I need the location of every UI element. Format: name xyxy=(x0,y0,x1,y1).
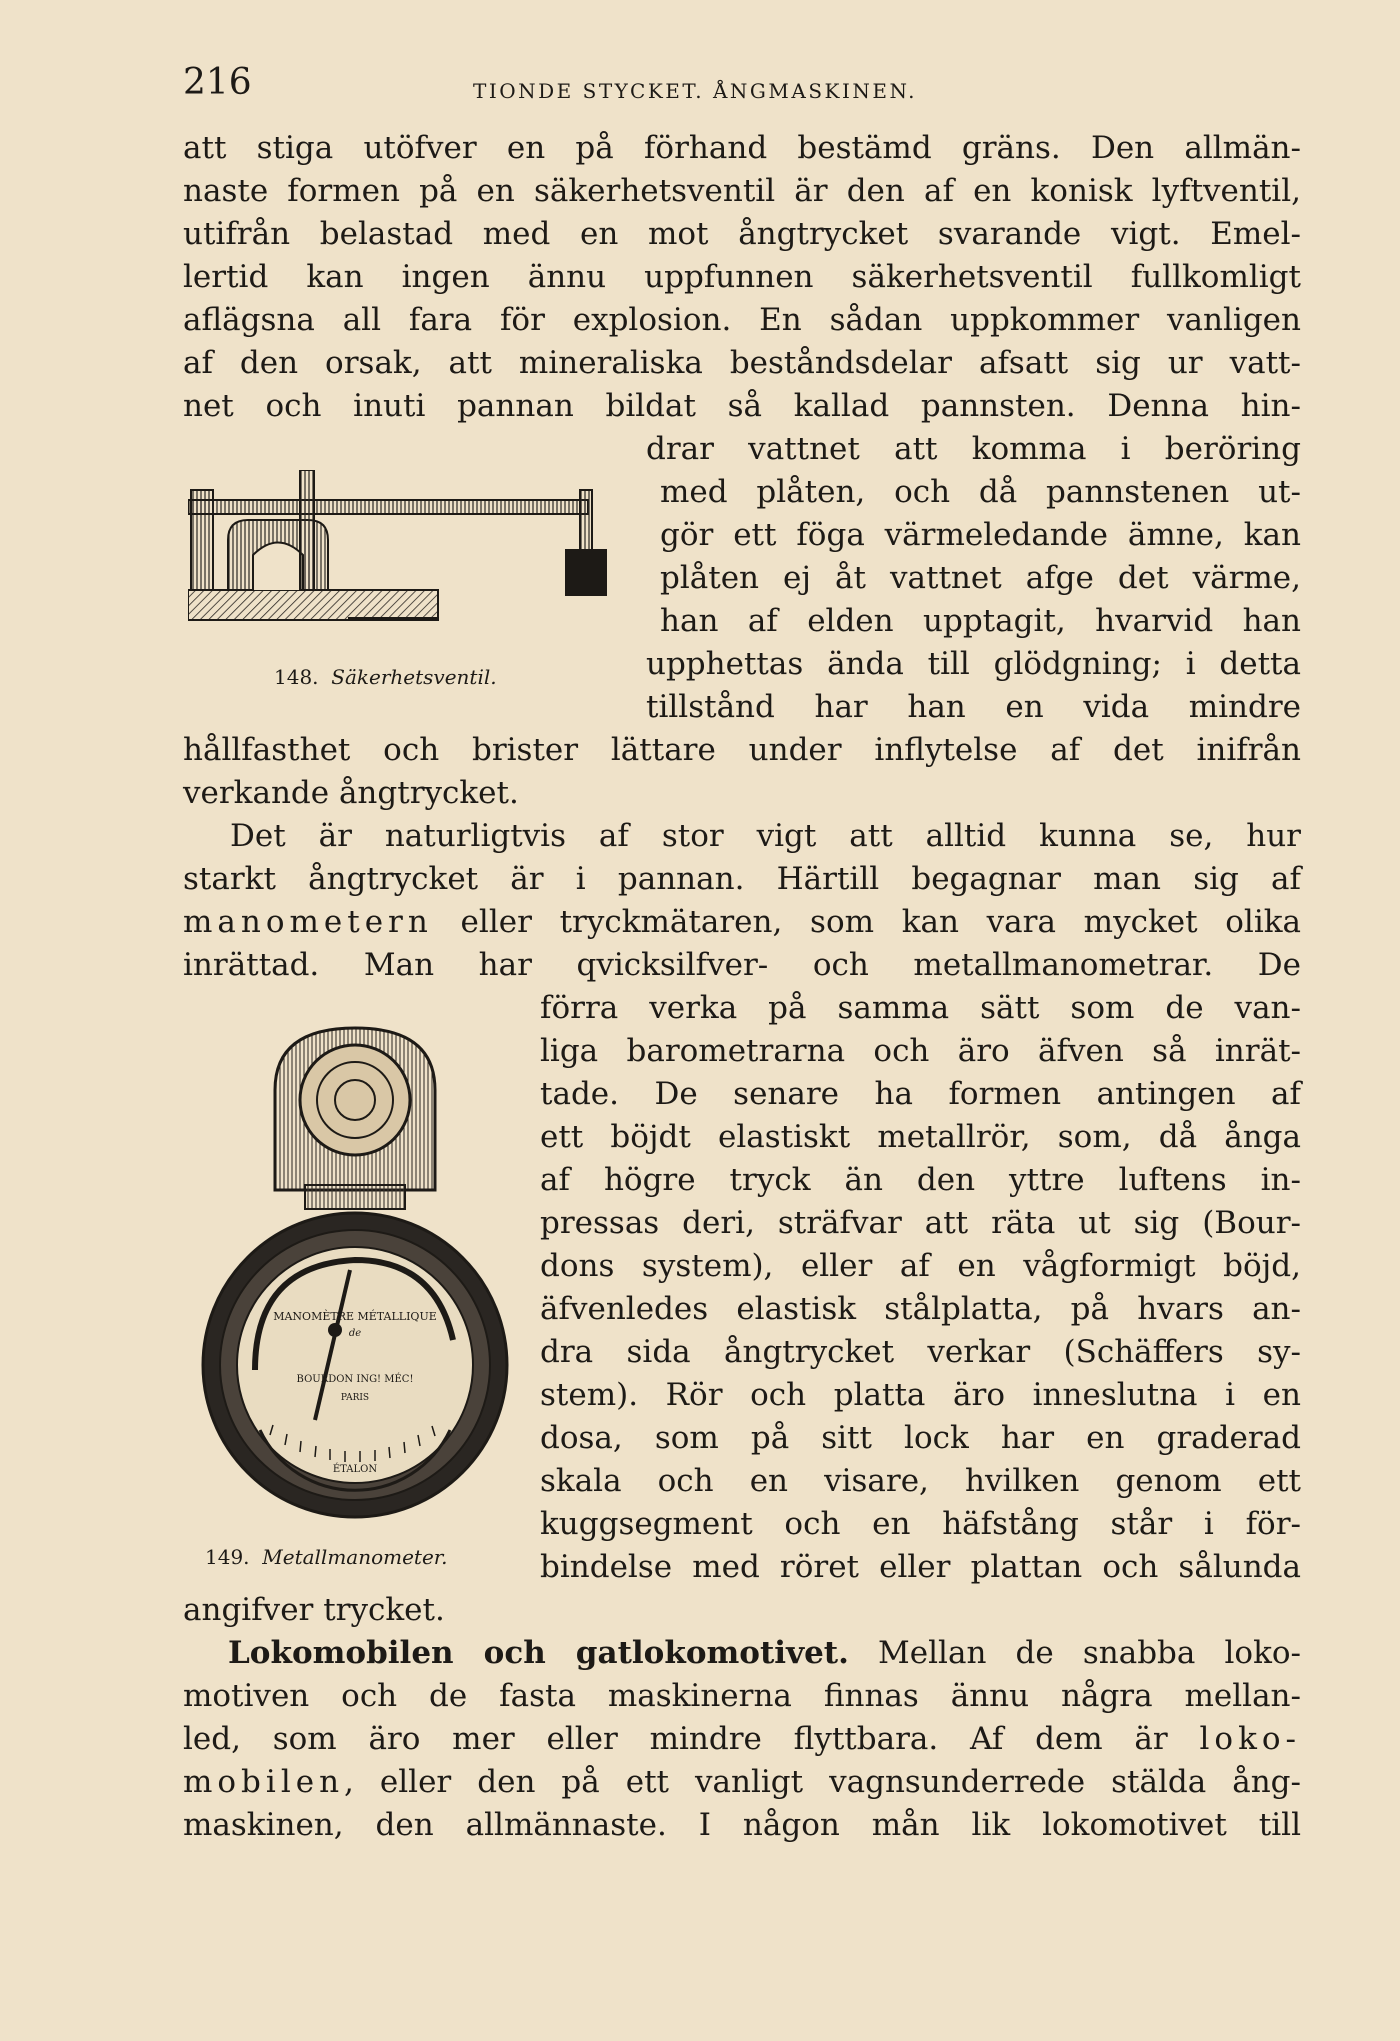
text-line: ett böjdt elastiskt metallrör, som, då ånga xyxy=(540,1119,1301,1155)
safety-valve-illustration xyxy=(188,470,638,645)
running-head: TIONDE STYCKET. ÅNGMASKINEN. xyxy=(473,79,918,103)
page-number: 216 xyxy=(183,62,252,103)
spaced-term: mobilen xyxy=(183,1764,345,1800)
text-line: skala och en visare, hvilken genom ett xyxy=(540,1463,1301,1499)
text-line: liga barometrarna och äro äfven så inrät- xyxy=(540,1033,1301,1069)
text-line: net och inuti pannan bildat så kallad pannsten. Denna hin- xyxy=(183,388,1301,424)
text-line: med plåten, och då pannstenen ut- xyxy=(660,474,1301,510)
section-heading: Lokomobilen och gatlokomotivet. xyxy=(228,1635,849,1671)
spaced-term: loko- xyxy=(1199,1721,1301,1757)
dial-etalon: ÉTALON xyxy=(332,1464,378,1475)
text-line: upphettas ända till glödgning; i detta xyxy=(646,646,1301,682)
text-line: kuggsegment och en häfstång står i för- xyxy=(540,1506,1301,1542)
text-line: tillstånd har han en vida mindre xyxy=(646,689,1301,725)
text-line: stem). Rör och platta äro inneslutna i en xyxy=(540,1377,1301,1413)
text-line: att stiga utöfver en på förhand bestämd gräns. Den allmän- xyxy=(183,130,1301,166)
text-line: inrättad. Man har qvicksilfver- och metallmanometrar. De xyxy=(183,947,1301,983)
text-line: han af elden upptagit, hvarvid han xyxy=(660,603,1301,639)
text-line: pressas deri, sträfvar att räta ut sig (Bour- xyxy=(540,1205,1301,1241)
text-line: förra verka på samma sätt som de van- xyxy=(540,990,1301,1026)
dial-text-de: de xyxy=(348,1328,362,1339)
text-line: aflägsna all fara för explosion. En sådan uppkommer vanligen xyxy=(183,302,1301,338)
text-line: verkande ångtrycket. xyxy=(183,775,519,811)
text-line: Det är naturligtvis af stor vigt att alltid kunna se, hur xyxy=(230,818,1301,854)
text-line: dra sida ångtrycket verkar (Schäffers sy- xyxy=(540,1334,1301,1370)
text-line: starkt ångtrycket är i pannan. Härtill begagnar man sig af xyxy=(183,861,1301,897)
dial-maker-text: MANOMÈTRE MÉTALLIQUE xyxy=(273,1310,437,1323)
text-line: af högre tryck än den yttre luftens in- xyxy=(540,1162,1301,1198)
text-line: äfvenledes elastisk stålplatta, på hvars an- xyxy=(540,1291,1301,1327)
text-line: manometern eller tryckmätaren, som kan vara mycket olika xyxy=(183,904,1301,940)
text-line: utifrån belastad med en mot ångtrycket svarande vigt. Emel- xyxy=(183,216,1301,252)
text-line: plåten ej åt vattnet afge det värme, xyxy=(660,560,1301,596)
text-line: naste formen på en säkerhetsventil är den af en konisk lyftventil, xyxy=(183,173,1301,209)
dial-maker-name: BOURDON ING! MÉC! xyxy=(296,1374,414,1385)
text-line: Lokomobilen och gatlokomotivet. Mellan de snabba loko- xyxy=(228,1635,1301,1671)
figure-149-caption: 149. Metallmanometer. xyxy=(205,1545,448,1569)
text-line: tade. De senare ha formen antingen af xyxy=(540,1076,1301,1112)
manometer-illustration xyxy=(195,1020,515,1540)
figure-safety-valve xyxy=(188,470,638,645)
text-line: hållfasthet och brister lättare under inflytelse af det inifrån xyxy=(183,732,1301,768)
text-line: dosa, som på sitt lock har en graderad xyxy=(540,1420,1301,1456)
text-line: lertid kan ingen ännu uppfunnen säkerhetsventil fullkomligt xyxy=(183,259,1301,295)
text-line: gör ett föga värmeledande ämne, kan xyxy=(660,517,1301,553)
text-line: motiven och de fasta maskinerna finnas ännu några mellan- xyxy=(183,1678,1301,1714)
page-header xyxy=(183,62,1301,112)
text-line: drar vattnet att komma i beröring xyxy=(646,431,1301,467)
text-line: led, som äro mer eller mindre flyttbara. Af dem är loko- xyxy=(183,1721,1301,1757)
text-line: af den orsak, att mineraliska beståndsdelar afsatt sig ur vatt- xyxy=(183,345,1301,381)
text-line: dons system), eller af en vågformigt böjd, xyxy=(540,1248,1301,1284)
text-line: bindelse med röret eller plattan och sålunda xyxy=(540,1549,1301,1585)
figure-manometer xyxy=(195,1020,515,1540)
spaced-term: manometern xyxy=(183,904,433,940)
dial-city: PARIS xyxy=(340,1393,370,1403)
text-line: angifver trycket. xyxy=(183,1592,445,1628)
text-line: mobilen, eller den på ett vanligt vagnsunderrede stälda ång- xyxy=(183,1764,1301,1800)
figure-148-caption: 148. Säkerhetsventil. xyxy=(274,665,497,689)
text-line: maskinen, den allmännaste. I någon mån lik lokomotivet till xyxy=(183,1807,1301,1843)
